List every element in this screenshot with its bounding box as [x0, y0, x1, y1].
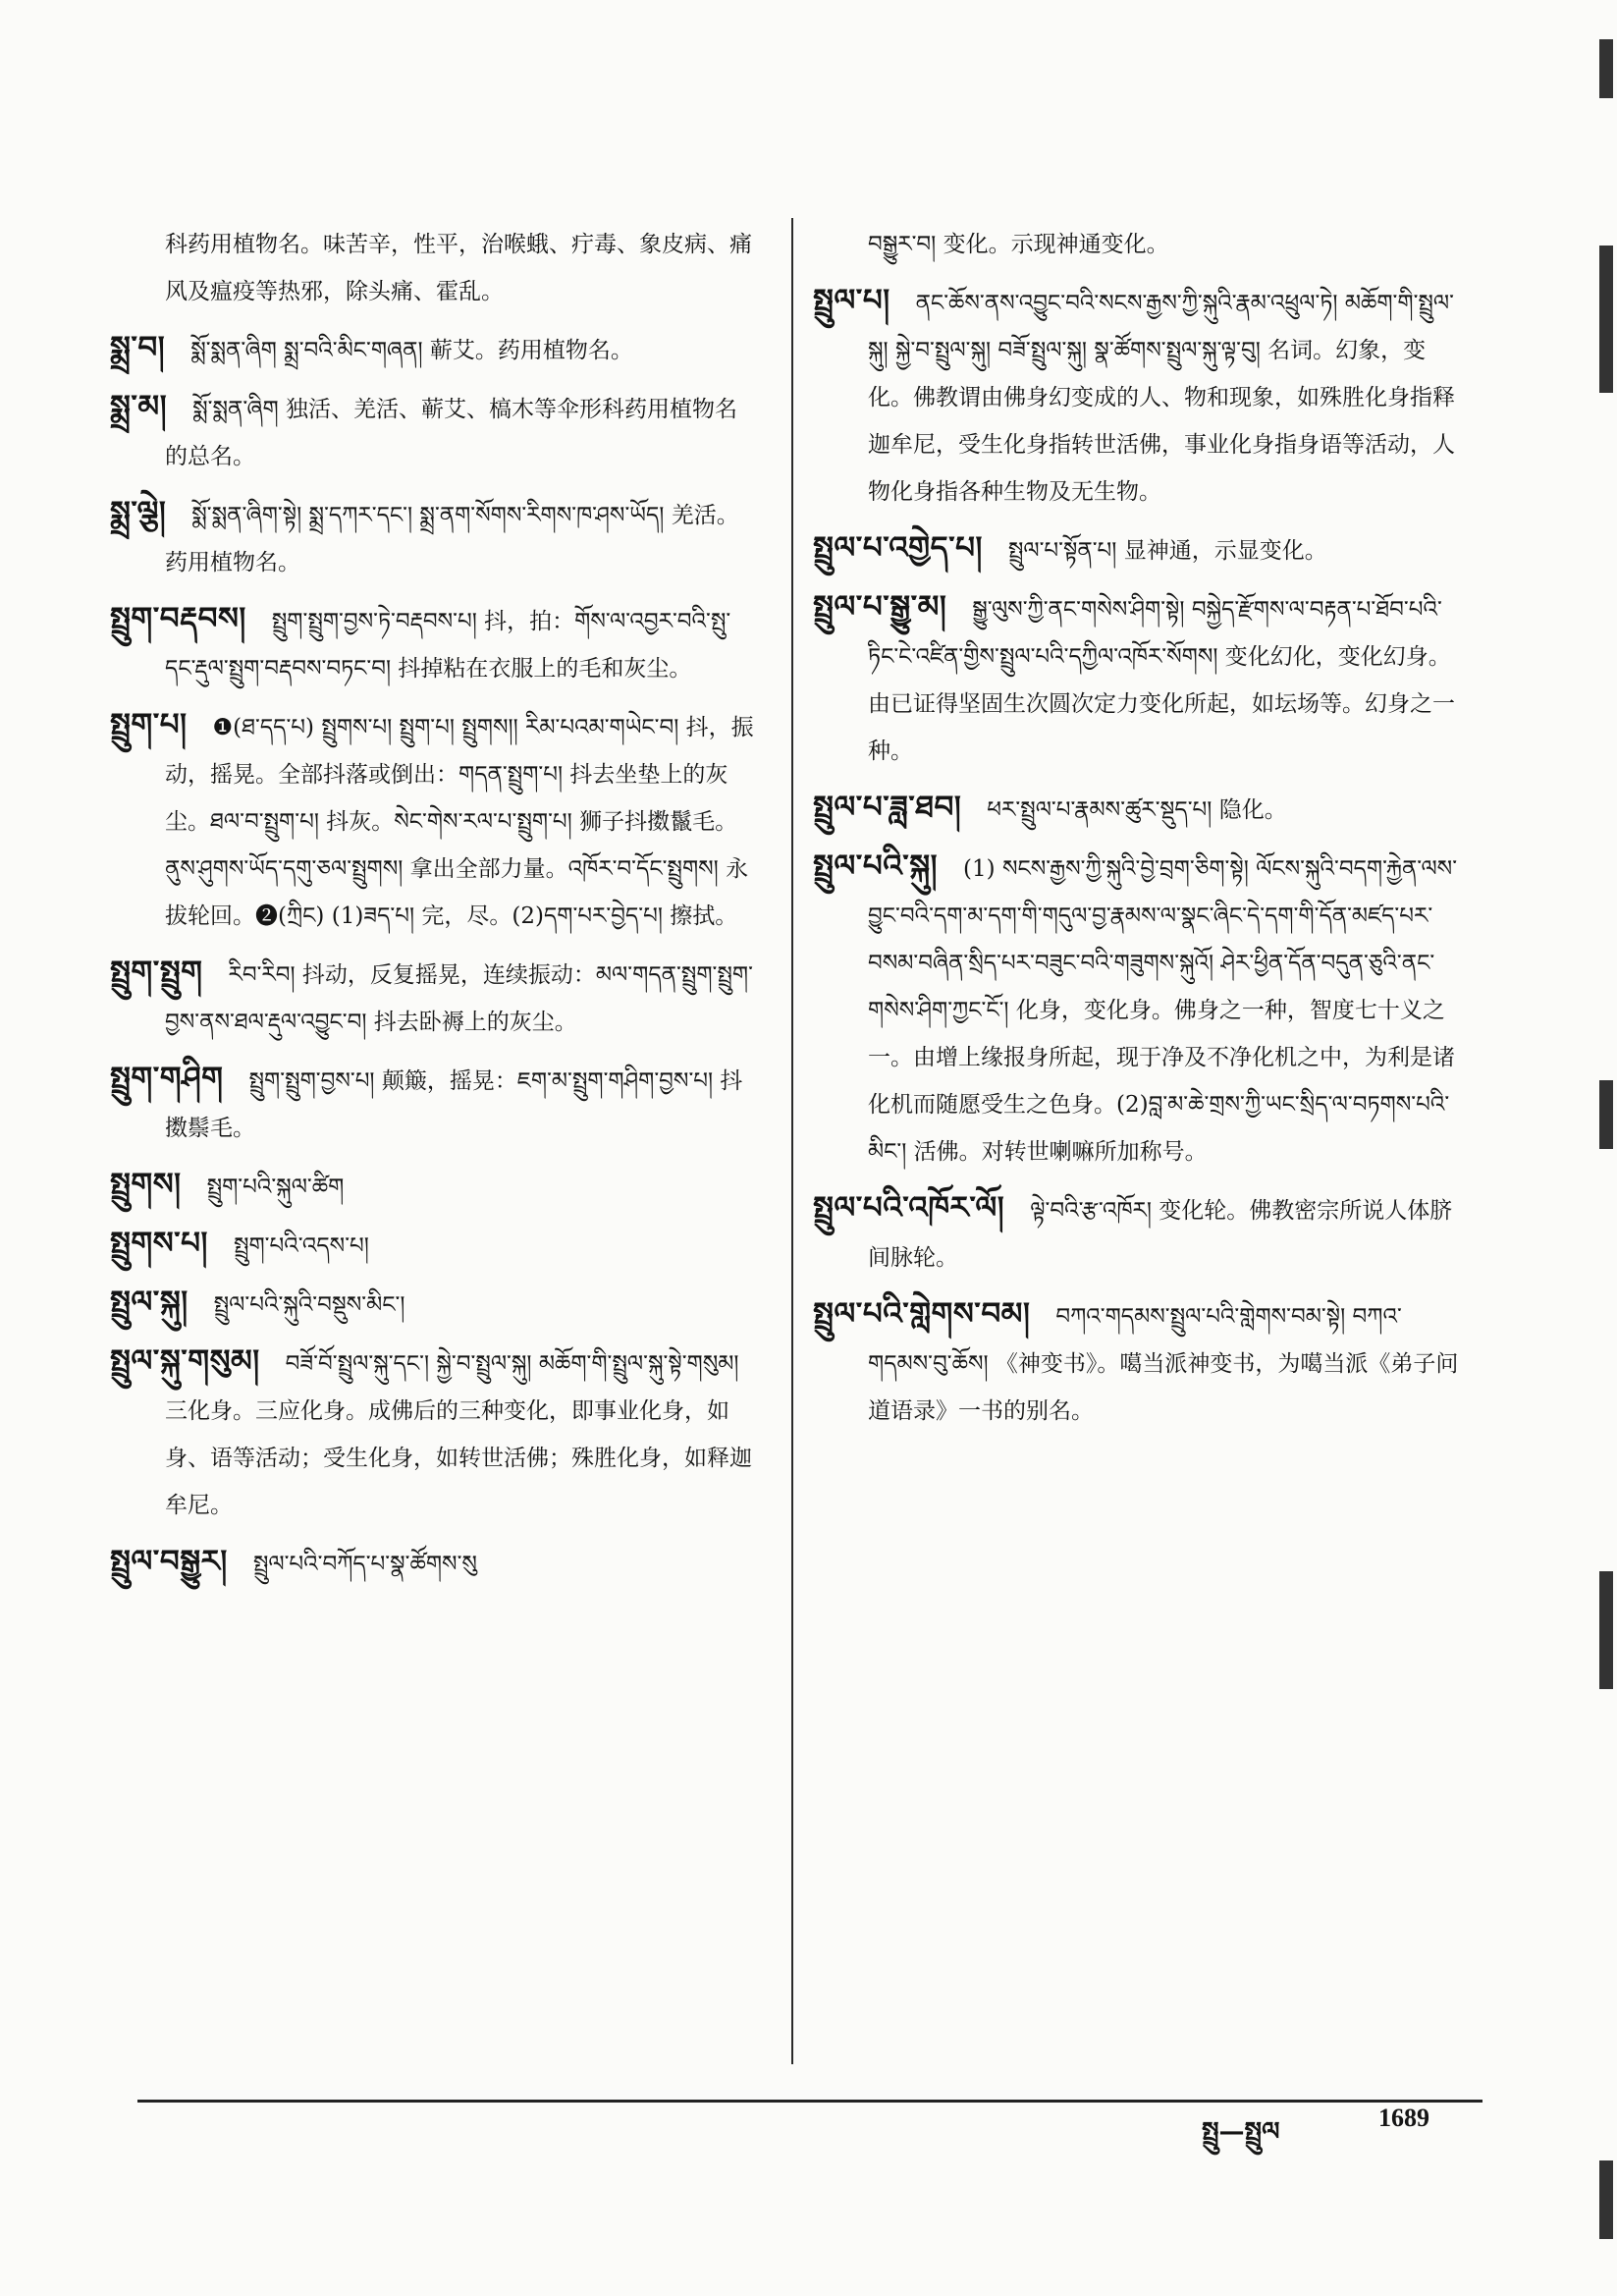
dictionary-entry: [110, 1280, 758, 1329]
entry-definition: སྤྲུག་སྤྲུག་བྱས་པ། 颠簸，摇晃：ཇག་མ་སྤྲུག་གཤིག་བྱས་པ། 抖擞鬃毛。: [165, 1068, 743, 1141]
entry-headword: སྤྲུག་པ།: [110, 707, 188, 742]
dictionary-entry: [813, 584, 1461, 775]
entry-headword: སྤྲུག་བརྡབས།: [110, 601, 246, 636]
dictionary-entry: [110, 596, 758, 692]
entry-headword: སྤྲུལ་པ།: [813, 283, 890, 318]
entry-headword: སྤྲུལ་པའི་འཁོར་ལོ།: [813, 1190, 1005, 1226]
dictionary-entry: [110, 1056, 758, 1152]
dictionary-entry: [110, 1221, 758, 1270]
dictionary-entry: [813, 221, 1461, 268]
page-number: 1689: [1378, 2104, 1429, 2132]
entry-definition: རིབ་རིབ། 抖动，反复摇晃，连续振动：མལ་གདན་སྤྲུག་སྤྲུག་བྱས་ནས་ཐལ་རྡུལ་འབྱུང་བ། 抖去卧褥上的灰尘。: [165, 962, 753, 1035]
entry-definition: ཕར་སྤྲུལ་པ་རྣམས་ཚུར་སྡུད་པ། 隐化。: [987, 797, 1287, 823]
entry-headword: སྤྲུལ་སྐུ།: [110, 1285, 189, 1320]
entry-headword: སྤྲུལ་པ་འགྱེད་པ།: [813, 530, 983, 566]
right-column: [813, 221, 1461, 1445]
dictionary-entry: [110, 384, 758, 480]
dictionary-entry: [813, 525, 1461, 574]
dictionary-entry: [110, 325, 758, 374]
dictionary-entry: [110, 1539, 758, 1588]
dictionary-entry: [813, 1185, 1461, 1282]
dictionary-entry: [813, 844, 1461, 1175]
entry-headword: སྤྲུགས།: [110, 1167, 182, 1202]
entry-definition: སྨོ་སྨན་ཞིག 独活、羌活、蕲艾、槁木等伞形科药用植物名的总名。: [165, 397, 738, 469]
column-divider: [791, 218, 793, 2064]
entry-definition: སྤྲུལ་པའི་བཀོད་པ་སྣ་ཚོགས་སུ: [252, 1552, 477, 1577]
entry-headword: སྤྲུགས་པ།: [110, 1226, 208, 1261]
dictionary-entry: [110, 950, 758, 1046]
entry-definition: བཀའ་གདམས་སྤྲུལ་པའི་གླེགས་བམ་སྟེ། བཀའ་གདམས་བུ་ཆོས། 《神变书》。噶当派神变书，为噶当派《弟子问道语录》一书的别名。: [868, 1304, 1459, 1424]
entry-definition: བཟོ་བོ་སྤྲུལ་སྐུ་དང་། སྐྱེ་བ་སྤྲུལ་སྐུ། མཆོག་གི་སྤྲུལ་སྐུ་སྟེ་གསུམ། 三化身。三应化身。成佛后的三种变化，即事业化身，如身、语等活动；受生化身，如转世活佛；殊胜化身，如释迦牟尼。: [165, 1351, 752, 1518]
footer-rule: [137, 2100, 1482, 2103]
entry-definition: སྨོ་སྨན་ཞིག སྨྲ་བའི་མིང་གཞན། 蕲艾。药用植物名。: [190, 338, 633, 363]
dictionary-entry: [813, 278, 1461, 516]
entry-definition: སྤྲུག་པའི་སྐུལ་ཚིག: [206, 1175, 345, 1200]
dictionary-entry: [813, 785, 1461, 834]
dictionary-entry: [110, 1162, 758, 1211]
dictionary-entry: [110, 221, 758, 315]
dictionary-entry: [110, 1339, 758, 1529]
entry-headword: སྤྲུལ་པའི་སྐུ།: [813, 848, 939, 884]
left-column: [110, 221, 758, 1598]
dictionary-entry: [813, 1291, 1461, 1435]
dictionary-entry: [110, 490, 758, 586]
entry-definition: སྤྲུལ་པའི་སྐུའི་བསྡུས་མིང་།: [213, 1292, 405, 1318]
entry-definition: ལྟེ་བའི་རྩ་འཁོར། 变化轮。佛教密宗所说人体脐间脉轮。: [868, 1198, 1453, 1271]
entry-headword: སྤྲུལ་སྐུ་གསུམ།: [110, 1343, 260, 1379]
entry-definition: (1) སངས་རྒྱས་ཀྱི་སྐུའི་བྱེ་བྲག་ཅིག་སྟེ། ལོངས་སྐུའི་བདག་རྐྱེན་ལས་བྱུང་བའི་དག་མ་དག་གི་གདུལ་བྱ་རྣམས་ལ་སྣང་ཞིང་དེ་དག་གི་དོན་མཛད་པར་བསམ་བཞིན་སྲིད་པར་བཟུང་བའི་གཟུགས་སྐུའོ། ཤེར་ཕྱིན་དོན་བདུན་ཅུའི་ནང་གསེས་ཤིག་ཀྱང་ངོ་། 化身，变化身。佛身之一种，智度七十义之一。由增上缘报身所起，现于净及不净化机之中，为利是诸化机而随愿受生之色身。(2)བླ་མ་ཆེ་གྲས་ཀྱི་ཡང་སྲིད་ལ་བཏགས་པའི་མིང་། 活佛。对转世喇嘛所加称号。: [868, 856, 1458, 1165]
entry-headword: སྤྲུལ་པ་སྒྱུ་མ།: [813, 589, 947, 625]
running-head: སྤྲུ—སྤྲུལ: [1202, 2117, 1280, 2147]
entry-headword: སྤྲུག་སྤྲུག: [110, 955, 203, 990]
entry-definition: ནང་ཆོས་ནས་འབྱུང་བའི་སངས་རྒྱས་ཀྱི་སྐུའི་རྣམ་འཕྲུལ་ཏེ། མཆོག་གི་སྤྲུལ་སྐུ། སྐྱེ་བ་སྤྲུལ་སྐུ། བཟོ་སྤྲུལ་སྐུ། སྣ་ཚོགས་སྤྲུལ་སྐུ་ལྟ་བུ། 名词。幻象，变化。佛教谓由佛身幻变成的人、物和现象，如殊胜化身指释迦牟尼，受生化身指转世活佛，事业化身指身语等活动，人物化身指各种生物及无生物。: [868, 291, 1455, 505]
entry-definition: སྤྲུག་སྤྲུག་བྱས་ཏེ་བརྡབས་པ། 抖，拍：གོས་ལ་འབྱར་བའི་སྤུ་དང་རྡུལ་སྤྲུག་བརྡབས་བཏང་བ། 抖掉粘在衣服上的毛和灰尘。: [165, 609, 731, 682]
entry-headword: སྨྲ་མ།: [110, 389, 168, 424]
entry-definition: 科药用植物名。味苦辛，性平，治喉蛾、疔毒、象皮病、痛风及瘟疫等热邪，除头痛、霍乱。: [165, 232, 752, 304]
entry-definition: སྒྱུ་ལུས་ཀྱི་ནང་གསེས་ཤིག་སྟེ། བསྐྱེད་རྫོགས་ལ་བརྟན་པ་ཐོབ་པའི་ཏིང་ངེ་འཛིན་གྱིས་སྤྲུལ་པའི་དཀྱིལ་འཁོར་སོགས། 变化幻化，变化幻身。由已证得坚固生次圆次定力变化所起，如坛场等。幻身之一种。: [868, 597, 1455, 764]
scan-margin-marks: [1588, 39, 1617, 2259]
entry-definition: སྤྲུག་པའི་འདས་པ།: [233, 1233, 369, 1259]
entry-definition: ❶(ཐ་དད་པ) སྤྲུགས་པ། སྤྲུག་པ། སྤྲུགས།། རིམ་པའམ་གཡེང་བ། 抖，振动，摇晃。全部抖落或倒出：གདན་སྤྲུག་པ། 抖去坐垫上的灰尘。ཐལ་བ་སྤྲུག་པ། 抖灰。སེང་གེས་རལ་པ་སྤྲུག་པ། 狮子抖擞鬣毛。ནུས་ཤུགས་ཡོད་དགུ་ཅལ་སྤྲུགས། 拿出全部力量。འཁོར་བ་དོང་སྤྲུགས། 永拔轮回。❷(ཀྲིང) (1)ཟད་པ། 完，尽。(2)དག་པར་བྱེད་པ། 擦拭。: [165, 715, 754, 929]
entry-headword: སྤྲུལ་པའི་གླེགས་བམ།: [813, 1296, 1031, 1332]
entry-headword: སྤྲུལ་བསྒྱུར།: [110, 1544, 228, 1579]
entry-definition: སྨོ་སྨན་ཞིག་སྟེ། སྨྲ་དཀར་དང་། སྨྲ་ནག་སོགས་རིགས་ཁ་ཤས་ཡོད། 羌活。药用植物名。: [165, 503, 739, 575]
entry-headword: སྤྲུལ་པ་ཟླ་ཐབ།: [813, 790, 962, 825]
entry-headword: སྨྲ་བ།: [110, 330, 166, 365]
entry-headword: སྨྲ་ལྕེ།: [110, 495, 167, 530]
entry-definition: སྤྲུལ་པ་སྟོན་པ། 显神通，示显变化。: [1007, 538, 1327, 564]
entry-definition: བསྒྱུར་བ། 变化。示现神通变化。: [868, 232, 1169, 257]
dictionary-entry: [110, 702, 758, 940]
entry-headword: སྤྲུག་གཤིག: [110, 1061, 224, 1096]
